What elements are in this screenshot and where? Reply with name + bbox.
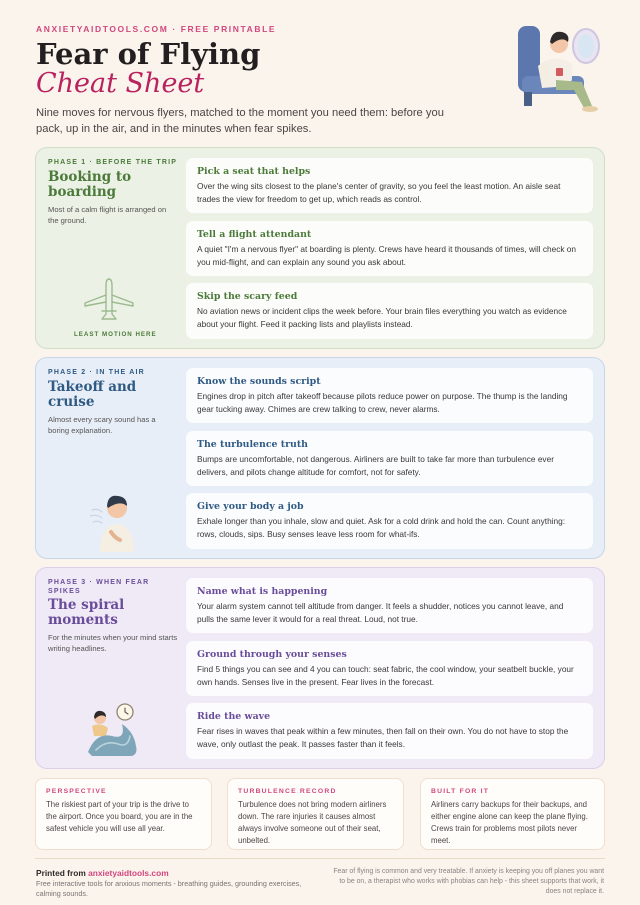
info-card-text: The riskiest part of your trip is the drive to the airport. Once you board, you are in the safest vehicle you will use all year.: [46, 800, 193, 833]
illustration-caption: LEAST MOTION HERE: [74, 331, 157, 338]
info-card-tag: TURBULENCE RECORD: [238, 788, 337, 795]
info-card-built-for-it: [420, 778, 605, 850]
card-text: Over the wing sits closest to the plane's center of gravity, so you feel the least motion. An aisle seat trades the view for freedom to get up, which reads as control.: [197, 181, 561, 204]
card-title: Pick a seat that helps: [197, 166, 311, 177]
brand-line: ANXIETYAIDTOOLS.COM · FREE PRINTABLE: [36, 24, 277, 34]
card-title: The turbulence truth: [197, 439, 308, 450]
card-title: Ground through your senses: [197, 649, 347, 660]
card-title: Skip the scary feed: [197, 291, 298, 302]
card-flight-attendant: [186, 221, 593, 276]
page-subtitle: Nine moves for nervous flyers, matched to the moment you need them: before you pack, up in the air, and in the minutes when fear spikes.: [36, 107, 444, 135]
footer-printed-from: [36, 868, 169, 878]
info-card-tag: PERSPECTIVE: [46, 788, 107, 795]
phase-in-the-air: [35, 357, 605, 559]
card-text: Engines drop in pitch after takeoff because pilots reduce power on purpose. The thump is the landing gear tucking away. Chimes are crew talking to crew, never alarms.: [197, 391, 568, 414]
phase-description: Almost every scary sound has a boring explanation.: [48, 415, 156, 435]
phase-tag: PHASE 3 · WHEN FEAR SPIKES: [48, 579, 150, 595]
card-skip-feed: [186, 283, 593, 339]
phase-tag: PHASE 1 · BEFORE THE TRIP: [48, 159, 178, 166]
phase-title: Takeoff and cruise: [48, 379, 137, 410]
card-text: Find 5 things you can see and 4 you can touch: seat fabric, the cool window, your seatbelt buckle, your own hands. Senses live in the present. Fear lives in the forecast.: [197, 664, 574, 687]
page-title: Fear of Flying: [36, 37, 261, 71]
card-sounds-script: [186, 368, 593, 423]
page-title-accent: Cheat Sheet: [36, 68, 205, 99]
card-title: Give your body a job: [197, 501, 304, 512]
info-card-turbulence-record: [227, 778, 404, 850]
card-title: Know the sounds script: [197, 376, 321, 387]
card-turbulence-truth: [186, 431, 593, 486]
card-title: Tell a flight attendant: [197, 229, 312, 240]
info-card-text: Turbulence does not bring modern airliners down. The rare injuries it causes almost always involve someone out of their seat, unbelted.: [238, 800, 387, 845]
card-pick-seat: [186, 158, 593, 213]
card-text: Your alarm system cannot tell altitude from danger. It feels a shudder, notices you cannot leave, and pulls the same lever it would for a real threat. Loud, not true.: [197, 601, 564, 624]
phase-tag: PHASE 2 · IN THE AIR: [48, 369, 145, 376]
card-text: Fear rises in waves that peak within a few minutes, then fall on their own. You do not have to stop the wave, only outlast the peak. It passes faster than it feels.: [197, 726, 569, 749]
card-ride-wave: [186, 703, 593, 759]
phase-fear-spikes: [35, 567, 605, 769]
seated-traveler-illustration: [512, 16, 610, 116]
phase-title: Booking to boarding: [48, 169, 132, 200]
card-ground-senses: [186, 641, 593, 696]
phase-before-trip: [35, 147, 605, 349]
info-card-perspective: [35, 778, 212, 850]
info-card-text: Airliners carry backups for their backups, and either engine alone can keep the plane flying. Crews train for problems most pilots never meet.: [431, 800, 588, 845]
card-body-job: [186, 493, 593, 549]
card-name-it: [186, 578, 593, 633]
footer-disclaimer: Fear of flying is common and very treatable. If anxiety is keeping you off planes you want to be on, a therapist who works with phobias can help - this sheet supports that work, it does not replace it.: [333, 868, 604, 895]
footer-site-link[interactable]: anxietyaidtools.com: [88, 868, 169, 878]
footer-printed-prefix: Printed from: [36, 868, 89, 878]
breathing-person-illustration: [90, 488, 142, 552]
card-text: Bumps are uncomfortable, not dangerous. Airliners are built to take far more than turbulence ever delivers, and pilots change altitude for comfort, not for safety.: [197, 454, 554, 477]
card-text: A quiet "I'm a nervous flyer" at boarding is plenty. Crews have heard it thousands of times, will check on you mid-flight, and can explain any sound you ask about.: [197, 244, 577, 267]
phase-description: Most of a calm flight is arranged on the ground.: [48, 205, 167, 225]
phase-title: The spiral moments: [48, 597, 125, 628]
phase-description: For the minutes when your mind starts writing headlines.: [48, 633, 178, 653]
card-text: Exhale longer than you inhale, slow and quiet. Ask for a cold drink and hold the can. Count anything: rows, clouds, sips. Busy senses leave less room for what-ifs.: [197, 516, 566, 539]
wave-clock-illustration: [86, 702, 146, 758]
card-text: No aviation news or incident clips the week before. Your brain files everything you watch as evidence about your flight. Feed it packing lists and playlists instead.: [197, 306, 567, 329]
card-title: Ride the wave: [197, 711, 271, 722]
footer-tagline: Free interactive tools for anxious moments - breathing guides, grounding exercises, calming sounds.: [36, 879, 302, 898]
card-title: Name what is happening: [197, 586, 328, 597]
info-card-tag: BUILT FOR IT: [431, 788, 490, 795]
footer-divider: [35, 858, 605, 859]
airplane-icon: [82, 276, 136, 324]
